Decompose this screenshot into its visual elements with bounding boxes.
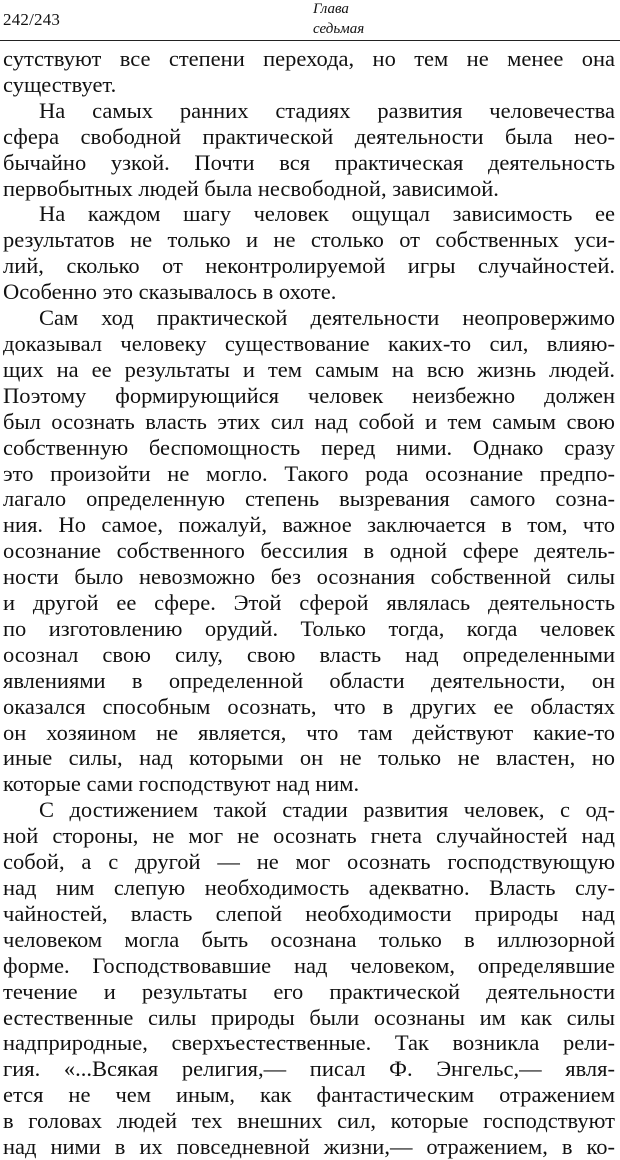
text-line: Поэтому формирующийся человек неизбежно должен xyxy=(3,382,615,408)
text-line: результатов не только и не столько от собственных уси- xyxy=(3,227,615,253)
text-line: Особенно это сказывалось в охоте. xyxy=(3,279,337,305)
text-line: надприродные, сверхъестественные. Так возникла рели- xyxy=(3,1030,615,1056)
text-line: На каждом шагу человек ощущал зависимость ее xyxy=(39,201,615,227)
header-rule xyxy=(0,40,620,41)
text-line: и другой ее сфере. Этой сферой являлась деятельность xyxy=(3,590,615,616)
text-line: собственную беспомощность перед ними. Однако сразу xyxy=(3,434,615,460)
text-line: щих на ее результаты и тем самым на всю жизнь людей. xyxy=(3,356,615,382)
page-number: 242/243 xyxy=(3,10,61,29)
page-header xyxy=(0,0,620,40)
text-line: которые сами господствуют над ним. xyxy=(3,771,360,797)
text-line: лагало определенную степень вызревания самого созна- xyxy=(3,486,615,512)
text-line: оказался способным осознать, что в других ее областях xyxy=(3,693,615,719)
text-line: На самых ранних стадиях развития человечества xyxy=(39,97,615,123)
text-line: существует. xyxy=(3,71,117,97)
body-text xyxy=(3,46,615,1160)
text-line: иные силы, над которыми он не только не властен, но xyxy=(3,745,615,771)
text-line: С достижением такой стадии развития человек, с од- xyxy=(39,797,615,823)
text-line: над ними в их повседневной жизни,— отражением, в ко- xyxy=(3,1134,615,1160)
running-head-chapter-number: седьмая xyxy=(313,21,365,37)
text-line: течение и результаты его практической деятельности xyxy=(3,978,615,1004)
text-line: ной стороны, не мог не осознать гнета случайностей над xyxy=(3,823,615,849)
text-line: осознание собственного бессилия в одной сфере деятель- xyxy=(3,538,615,564)
text-line: сфера свободной практической деятельности была нео- xyxy=(3,123,615,149)
text-line: доказывал человеку существование каких-то сил, влияю- xyxy=(3,330,615,356)
running-head-chapter: Глава xyxy=(313,1,349,17)
text-line: лий, сколько от неконтролируемой игры случайностей. xyxy=(3,253,615,279)
text-line: ется не чем иным, как фантастическим отражением xyxy=(3,1082,615,1108)
text-line: он хозяином не является, что там действуют какие-то xyxy=(3,719,615,745)
text-line: естественные силы природы были осознаны им как силы xyxy=(3,1004,615,1030)
text-line: это произойти не могло. Такого рода осознание предпо- xyxy=(3,460,615,486)
text-line: форме. Господствовавшие над человеком, определявшие xyxy=(3,952,615,978)
text-line: первобытных людей была несвободной, зависимой. xyxy=(3,175,499,201)
text-line: в головах людей тех внешних сил, которые господствуют xyxy=(3,1108,615,1134)
text-line: Сам ход практической деятельности неопровержимо xyxy=(39,305,615,331)
text-line: по изготовлению орудий. Только тогда, когда человек xyxy=(3,615,615,641)
running-head xyxy=(313,0,364,39)
text-line: был осознать власть этих сил над собой и тем самым свою xyxy=(3,408,615,434)
text-line: бычайно узкой. Почти вся практическая деятельность xyxy=(3,149,615,175)
text-line: над ним слепую необходимость адекватно. Власть слу- xyxy=(3,875,615,900)
text-line: человеком могла быть осознана только в иллюзорной xyxy=(3,926,615,952)
text-line: чайностей, власть слепой необходимости природы над xyxy=(3,900,615,926)
text-line: осознал свою силу, свою власть над определенными xyxy=(3,641,615,667)
text-line: явлениями в определенной области деятельности, он xyxy=(3,667,615,693)
text-line: сутствуют все степени перехода, но тем не менее она xyxy=(3,46,615,71)
text-line: ности было невозможно без осознания собственной силы xyxy=(3,564,615,590)
text-line: ния. Но самое, пожалуй, важное заключается в том, что xyxy=(3,512,615,538)
text-line: собой, а с другой — не мог осознать господствующую xyxy=(3,849,615,875)
text-line: гия. «...Всякая религия,— писал Ф. Энгельс,— явля- xyxy=(3,1056,615,1082)
